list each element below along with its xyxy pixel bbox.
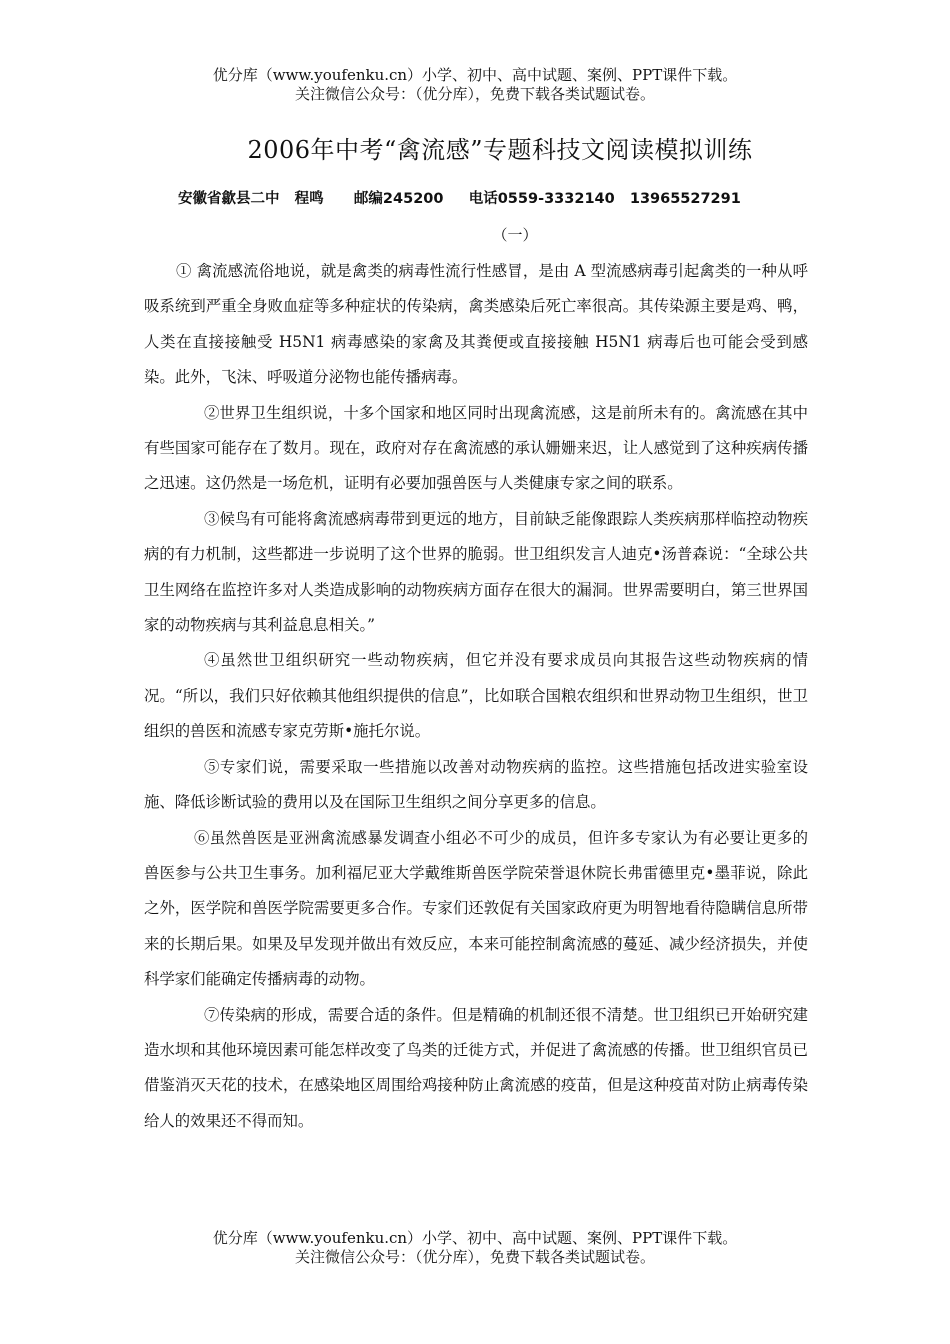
page-header [0, 66, 950, 104]
paragraph-2: ②世界卫生组织说，十多个国家和地区同时出现禽流感，这是前所未有的。禽流感在其中有些国家可能存在了数月。现在，政府对存在禽流感的承认姗姗来迟，让人感觉到了这种疾病传播之迅速。这仍然是一场危机，证明有必要加强兽医与人类健康专家之间的联系。 [144, 403, 808, 493]
header-line-2: 关注微信公众号：（优分库），免费下载各类试题试卷。 [294, 85, 655, 103]
paragraph-4: ④虽然世卫组织研究一些动物疾病，但它并没有要求成员向其报告这些动物疾病的情况。“所以，我们只好依赖其他组织提供的信息”，比如联合国粮农组织和世界动物卫生组织，世卫组织的兽医和流感专家克劳斯•施托尔说。 [144, 651, 808, 741]
article-body [144, 254, 808, 1139]
paragraph-3: ③候鸟有可能将禽流感病毒带到更远的地方，目前缺乏能像跟踪人类疾病那样临控动物疾病的有力机制，这些都进一步说明了这个世界的脆弱。世卫组织发言人迪克•汤普森说：“全球公共卫生网络在监控许多对人类造成影响的动物疾病方面存在很大的漏洞。世界需要明白，第三世界国家的动物疾病与其利益息息相关。” [144, 509, 808, 635]
paragraph-6: ⑥虽然兽医是亚洲禽流感暴发调查小组必不可少的成员，但许多专家认为有必要让更多的兽医参与公共卫生事务。加利福尼亚大学戴维斯兽医学院荣誉退休院长弗雷德里克•墨菲说，除此之外，医学院和兽医学院需要更多合作。专家们还敦促有关国家政府更为明智地看待隐瞒信息所带来的长期后果。如果及早发现并做出有效反应，本来可能控制禽流感的蔓延、减少经济损失，并使科学家们能确定传播病毒的动物。 [144, 828, 808, 989]
header-line-1: 优分库（www.youfenku.cn）小学、初中、高中试题、案例、PPT课件下载。 [212, 66, 738, 84]
author-line: 安徽省歙县二中 程鸣 邮编245200 电话0559-3332140 13965527291 [178, 191, 741, 207]
document-title: 2006年中考“禽流感”专题科技文阅读模拟训练 [247, 136, 753, 164]
section-number: （一） [492, 226, 538, 244]
footer-line-1: 优分库（www.youfenku.cn）小学、初中、高中试题、案例、PPT课件下载。 [212, 1229, 738, 1247]
paragraph-7: ⑦传染病的形成，需要合适的条件。但是精确的机制还很不清楚。世卫组织已开始研究建造水坝和其他环境因素可能怎样改变了鸟类的迁徙方式，并促进了禽流感的传播。世卫组织官员已借鉴消灭天花的技术，在感染地区周围给鸡接种防止禽流感的疫苗，但是这种疫苗对防止病毒传染给人的效果还不得而知。 [144, 1005, 808, 1130]
paragraph-1: ① 禽流感流俗地说，就是禽类的病毒性流行性感冒，是由 A 型流感病毒引起禽类的一种从呼吸系统到严重全身败血症等多种症状的传染病，禽类感染后死亡率很高。其传染源主要是鸡、鸭，人类在直接接触受 H5N1 病毒感染的家禽及其粪便或直接接触 H5N1 病毒后也可能会受到感染。此外，飞沫、呼吸道分泌物也能传播病毒。 [144, 262, 808, 387]
footer-line-2: 关注微信公众号：（优分库），免费下载各类试题试卷。 [294, 1248, 655, 1266]
paragraph-5: ⑤专家们说，需要采取一些措施以改善对动物疾病的监控。这些措施包括改进实验室设施、降低诊断试验的费用以及在国际卫生组织之间分享更多的信息。 [144, 757, 808, 812]
page-footer [0, 1229, 950, 1267]
